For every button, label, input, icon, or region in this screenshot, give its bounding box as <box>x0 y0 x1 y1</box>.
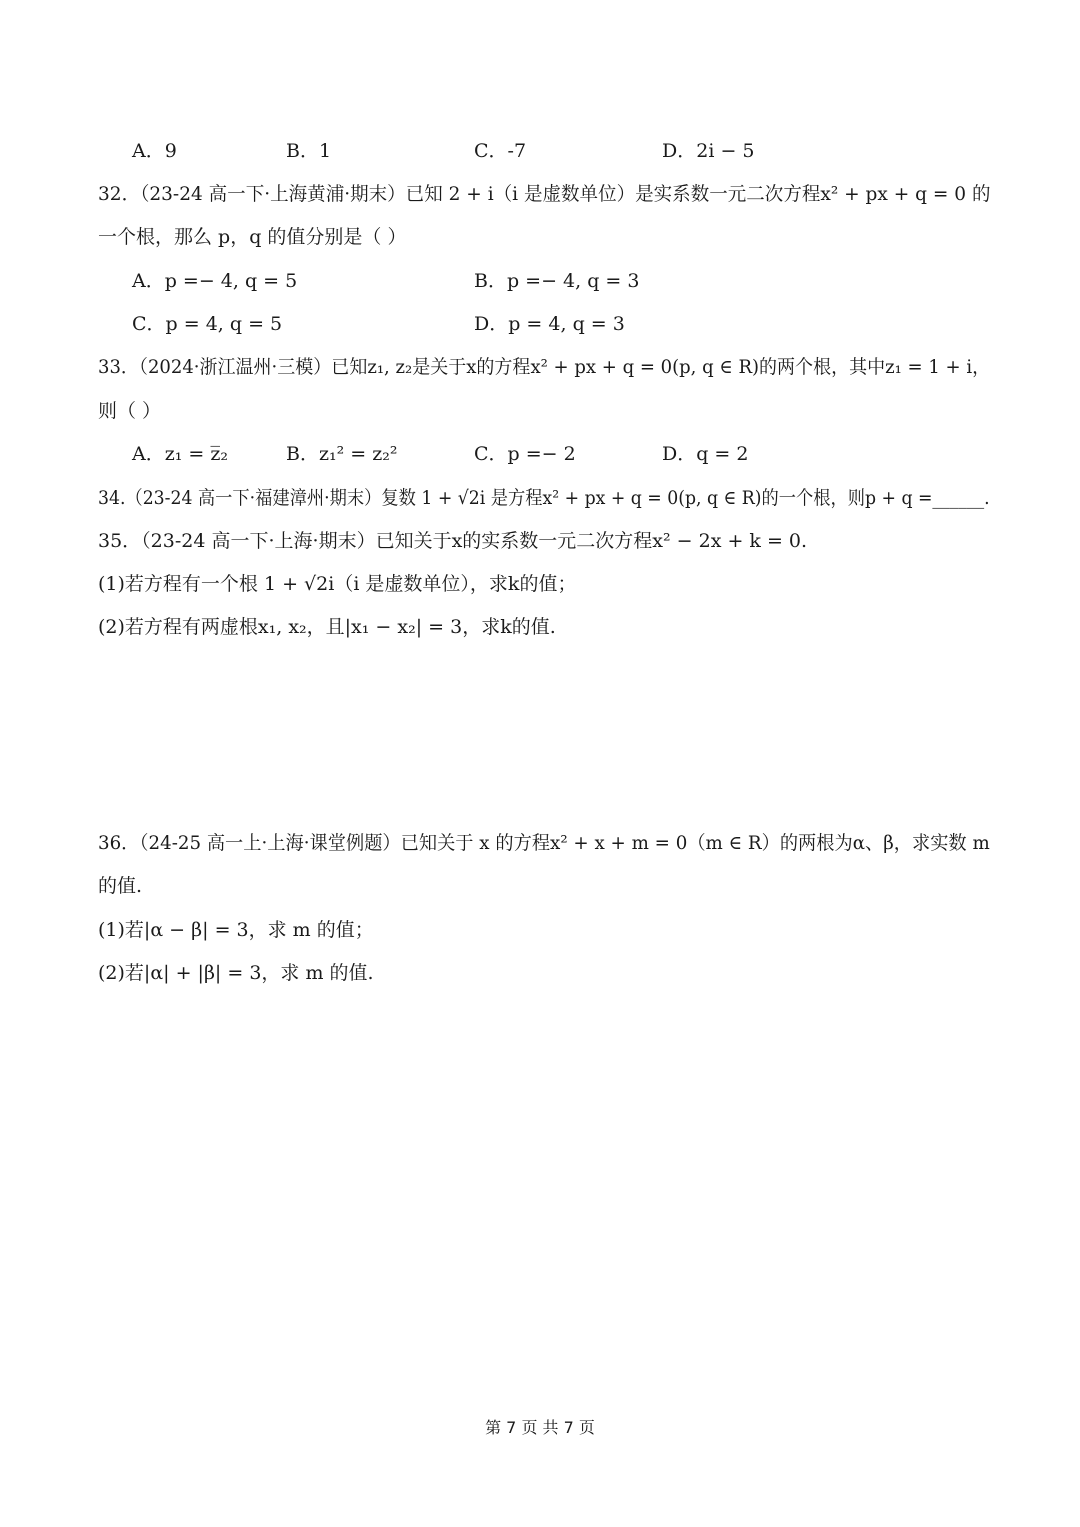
q33-option-c: C．p =− 2 <box>474 443 576 465</box>
q32-option-a: A．p =− 4, q = 5 <box>132 270 298 292</box>
q31-option-d: D．2i − 5 <box>662 140 755 162</box>
q33-stem-line1: 33．（2024·浙江温州·三模）已知z₁, z₂是关于x的方程x² + px + q = 0(p, q ∈ R)的两个根，其中z₁ = 1 + i， <box>98 356 991 378</box>
q33-option-a: A．z₁ = z̅₂ <box>132 443 228 465</box>
q36-stem-line1: 36．（24-25 高一上·上海·课堂例题）已知关于 x 的方程x² + x + m = 0（m ∈ R）的两根为α、β，求实数 m <box>98 832 990 854</box>
q35-stem-line1: 35．（23-24 高一下·上海·期末）已知关于x的实系数一元二次方程x² − 2x + k = 0. <box>98 530 808 552</box>
q32-option-c: C．p = 4, q = 5 <box>132 313 283 335</box>
q31-option-a: A．9 <box>132 140 177 162</box>
q32-option-d: D．p = 4, q = 3 <box>474 313 625 335</box>
page-footer: 第 7 页 共 7 页 <box>485 1418 595 1437</box>
q36-subquestion-1: (1)若|α − β| = 3，求 m 的值； <box>98 919 374 941</box>
q35-subquestion-1: (1)若方程有一个根 1 + √2i（i 是虚数单位），求k的值； <box>98 573 577 595</box>
q33-stem-line2: 则（ ） <box>98 400 162 422</box>
q33-option-b: B．z₁² = z₂² <box>286 443 398 465</box>
q32-stem-line1: 32．（23-24 高一下·上海黄浦·期末）已知 2 + i（i 是虚数单位）是实系数一元二次方程x² + px + q = 0 的 <box>98 183 991 205</box>
q34-stem-line1: 34.（23-24 高一下·福建漳州·期末）复数 1 + √2i 是方程x² + px + q = 0(p, q ∈ R)的一个根，则p + q =______. <box>98 487 990 509</box>
q31-option-c: C．-7 <box>474 140 527 162</box>
q33-option-d: D．q = 2 <box>662 443 749 465</box>
q35-subquestion-2: (2)若方程有两虚根x₁, x₂，且|x₁ − x₂| = 3，求k的值. <box>98 616 556 638</box>
q32-option-b: B．p =− 4, q = 3 <box>474 270 640 292</box>
q36-stem-line2: 的值. <box>98 875 143 897</box>
q31-option-b: B．1 <box>286 140 332 162</box>
q36-subquestion-2: (2)若|α| + |β| = 3，求 m 的值. <box>98 962 374 984</box>
q32-stem-line2: 一个根，那么 p，q 的值分别是（ ） <box>98 226 407 248</box>
